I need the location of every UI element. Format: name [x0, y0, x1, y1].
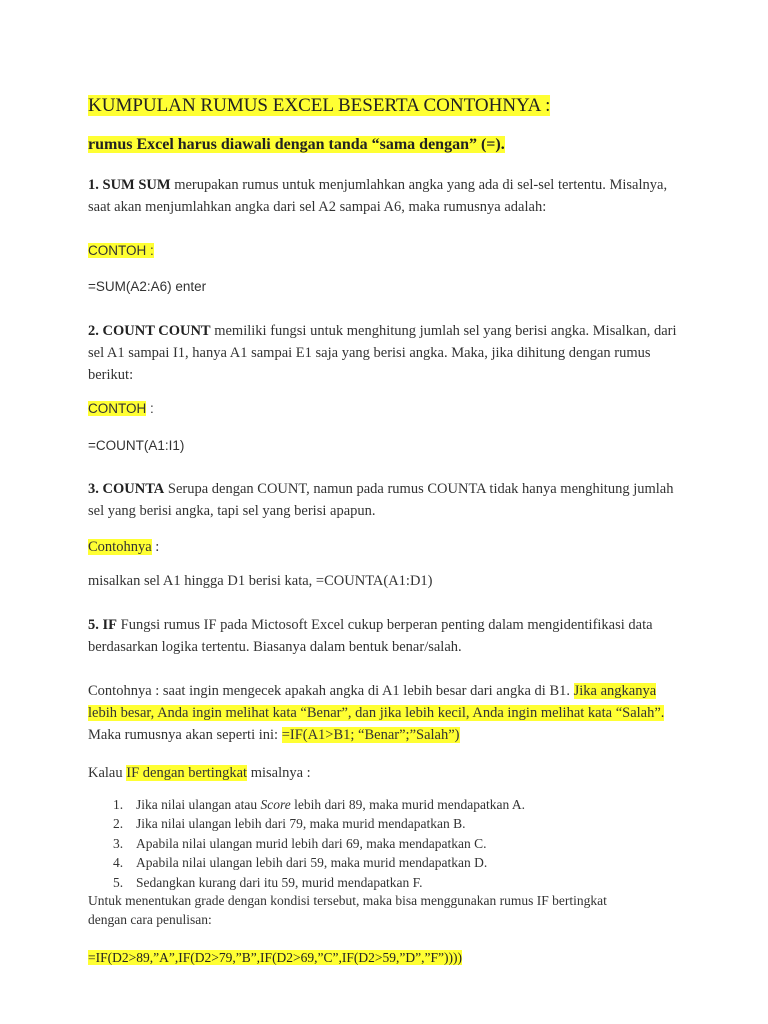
- counta-contoh-highlight: Contohnya: [88, 539, 152, 555]
- count-contoh-highlight: CONTOH: [88, 401, 147, 416]
- if-contoh-highlight: Jika angkanya lebih besar, Anda ingin melihat kata “Benar”, dan jika lebih kecil, Anda ingin melihat kata “Salah”.: [88, 683, 665, 721]
- sum-example: =SUM(A2:A6) enter: [88, 279, 207, 294]
- if-nested-suffix: misalnya :: [247, 765, 311, 781]
- if-heading: 5. IF: [88, 617, 117, 633]
- title-text: KUMPULAN RUMUS EXCEL BESERTA CONTOHNYA :: [88, 95, 551, 116]
- counta-contoh-suffix: :: [151, 539, 160, 555]
- sum-heading: 1. SUM SUM: [88, 177, 171, 193]
- count-example: =COUNT(A1:I1): [88, 438, 185, 453]
- if-contoh-middle: Maka rumusnya akan seperti ini:: [88, 727, 282, 743]
- counta-paragraph: [88, 478, 688, 522]
- grade-list: [88, 795, 525, 892]
- document-subtitle: [88, 135, 505, 155]
- list-item-number: 5.: [113, 874, 124, 890]
- list-item-text-end: lebih dari 89, maka murid mendapatkan A.: [290, 797, 526, 812]
- sum-text: merupakan rumus untuk menjumlahkan angka yang ada di sel-sel tertentu. Misalnya, saat akan menjumlahkan angka dari sel A2 sampai A6, maka rumusnya adalah:: [88, 177, 668, 215]
- if-nested-paragraph: [88, 762, 688, 784]
- list-item-number: 2.: [113, 816, 124, 832]
- if-contoh-prefix: Contohnya : saat ingin mengecek apakah angka di A1 lebih besar dari angka di B1.: [88, 683, 574, 699]
- list-item: [88, 873, 525, 892]
- counta-example: misalkan sel A1 hingga D1 berisi kata, =COUNTA(A1:D1): [88, 573, 433, 589]
- list-item-emphasis: Score: [260, 797, 291, 812]
- sum-paragraph: [88, 174, 688, 218]
- final-formula: [88, 948, 462, 967]
- if-paragraph: [88, 614, 688, 658]
- counta-heading: 3. COUNTA: [88, 481, 165, 497]
- if-text: Fungsi rumus IF pada Mictosoft Excel cukup berperan penting dalam mengidentifikasi data berdasarkan logika tertentu. Biasanya dalam bentuk benar/salah.: [88, 617, 653, 655]
- list-item-number: 4.: [113, 855, 124, 871]
- if-contoh-paragraph: [88, 680, 688, 746]
- grade-text: Untuk menentukan grade dengan kondisi tersebut, maka bisa menggunakan rumus IF bertingkat dengan cara penulisan:: [88, 893, 607, 927]
- count-contoh-label: [88, 398, 688, 420]
- subtitle-text: rumus Excel harus diawali dengan tanda “sama dengan” (=).: [88, 136, 505, 153]
- count-paragraph: [88, 320, 688, 386]
- if-contoh-formula: =IF(A1>B1; “Benar”;”Salah”): [281, 727, 460, 743]
- list-item: [88, 795, 525, 814]
- list-item-number: 3.: [113, 835, 124, 851]
- list-item: [88, 834, 525, 853]
- list-item: [88, 853, 525, 872]
- count-text: memiliki fungsi untuk menghitung jumlah sel yang berisi angka. Misalkan, dari sel A1 sampai I1, hanya A1 sampai E1 saja yang berisi angka. Maka, jika dihitung dengan rumus berikut:: [88, 323, 677, 383]
- if-nested-highlight: IF dengan bertingkat: [126, 765, 248, 781]
- count-contoh-suffix: :: [146, 401, 154, 416]
- list-item-number: 1.: [113, 797, 124, 812]
- list-item-text: Jika nilai ulangan atau: [136, 797, 261, 812]
- list-item-text: Sedangkan kurang dari itu 59, murid mendapatkan F.: [136, 874, 423, 890]
- sum-contoh-label: [88, 240, 688, 262]
- counta-text: Serupa dengan COUNT, namun pada rumus COUNTA tidak hanya menghitung jumlah sel yang berisi angka, tapi sel yang berisi apapun.: [88, 481, 674, 519]
- list-item: [88, 814, 525, 833]
- list-item-text: Apabila nilai ulangan murid lebih dari 69, maka mendapatkan C.: [136, 835, 487, 851]
- list-item-text: Apabila nilai ulangan lebih dari 59, maka murid mendapatkan D.: [136, 855, 488, 871]
- document-title: [88, 94, 550, 118]
- list-item-text: Jika nilai ulangan lebih dari 79, maka murid mendapatkan B.: [136, 816, 466, 832]
- counta-contoh-label: [88, 536, 688, 558]
- sum-contoh-highlight: CONTOH :: [88, 243, 154, 258]
- count-heading: 2. COUNT COUNT: [88, 323, 211, 339]
- final-formula-highlight: =IF(D2>89,”A”,IF(D2>79,”B”,IF(D2>69,”C”,IF(D2>59,”D”,”F”)))): [88, 950, 462, 965]
- if-nested-prefix: Kalau: [88, 765, 127, 781]
